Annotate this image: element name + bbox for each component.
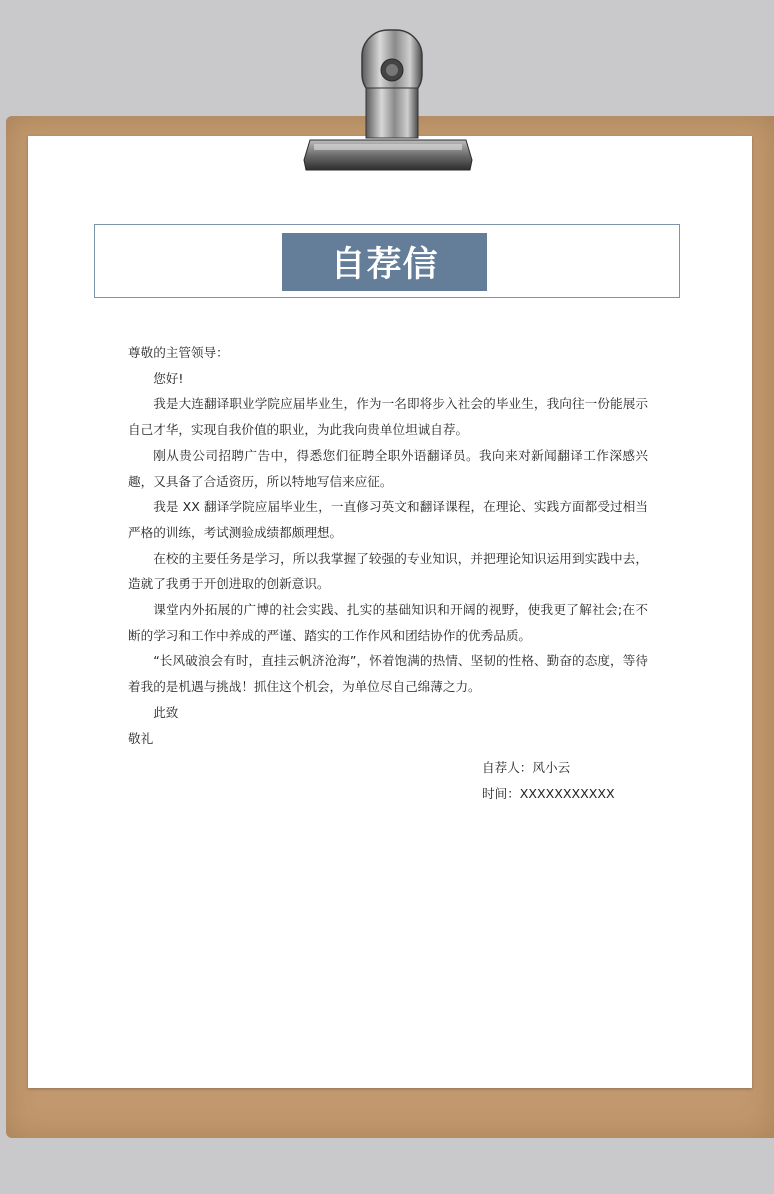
signer: 自荐人：风小云 <box>482 760 571 775</box>
paragraph: 课堂内外拓展的广博的社会实践、扎实的基础知识和开阔的视野，使我更了解社会;在不断的学习和工作中养成的严谨、踏实的工作作风和团结协作的优秀品质。 <box>128 602 648 643</box>
paragraph: 我是 XX 翻译学院应届毕业生，一直修习英文和翻译课程，在理论、实践方面都受过相当严格的训练，考试测验成绩都颇理想。 <box>128 499 648 540</box>
binder-clip-icon <box>300 28 476 176</box>
closing-line-1: 此致 <box>153 704 179 720</box>
letter-body <box>128 340 648 751</box>
salutation: 尊敬的主管领导： <box>128 345 229 360</box>
paragraph: 我是大连翻译职业学院应届毕业生，作为一名即将步入社会的毕业生，我向往一份能展示自己才华，实现自我价值的职业，为此我向贵单位坦诚自荐。 <box>128 396 648 438</box>
paragraph: 刚从贵公司招聘广告中，得悉您们征聘全职外语翻译员。我向来对新闻翻译工作深感兴趣，又具备了合适资历，所以特地写信来应征。 <box>128 447 648 489</box>
paragraph: 在校的主要任务是学习，所以我掌握了较强的专业知识，并把理论知识运用到实践中去，造就了我勇于开创进取的创新意识。 <box>128 550 648 592</box>
closing-line-2: 敬礼 <box>128 730 154 746</box>
date: 时间：XXXXXXXXXXX <box>482 786 615 801</box>
greeting: 您好! <box>153 370 184 386</box>
signature-block <box>482 755 615 807</box>
paragraph: “长风破浪会有时，直挂云帆济沧海”，怀着饱满的热情、坚韧的性格、勤奋的态度，等待着我的是机遇与挑战！抓住这个机会，为单位尽自己绵薄之力。 <box>128 653 648 695</box>
page-title: 自荐信 <box>282 233 487 291</box>
